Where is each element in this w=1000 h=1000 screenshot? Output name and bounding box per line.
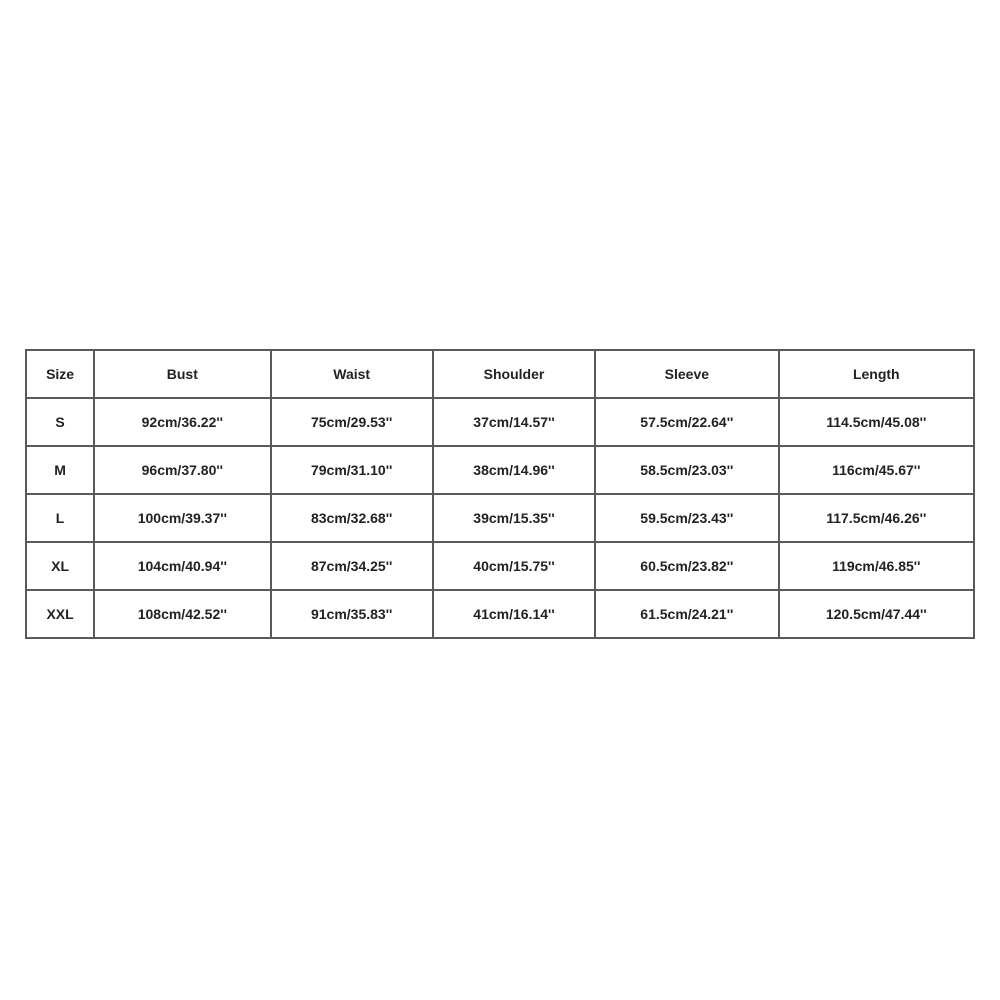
cell-length: 117.5cm/46.26''	[779, 494, 974, 542]
cell-waist: 75cm/29.53''	[271, 398, 433, 446]
header-bust: Bust	[94, 350, 270, 398]
cell-bust: 100cm/39.37''	[94, 494, 270, 542]
cell-size: XXL	[26, 590, 94, 638]
cell-size: L	[26, 494, 94, 542]
cell-waist: 87cm/34.25''	[271, 542, 433, 590]
cell-length: 119cm/46.85''	[779, 542, 974, 590]
header-size: Size	[26, 350, 94, 398]
table-row	[26, 494, 974, 542]
cell-waist: 91cm/35.83''	[271, 590, 433, 638]
table-row	[26, 398, 974, 446]
cell-shoulder: 41cm/16.14''	[433, 590, 595, 638]
cell-sleeve: 58.5cm/23.03''	[595, 446, 778, 494]
cell-sleeve: 60.5cm/23.82''	[595, 542, 778, 590]
cell-size: S	[26, 398, 94, 446]
cell-shoulder: 37cm/14.57''	[433, 398, 595, 446]
cell-sleeve: 61.5cm/24.21''	[595, 590, 778, 638]
cell-length: 116cm/45.67''	[779, 446, 974, 494]
cell-length: 120.5cm/47.44''	[779, 590, 974, 638]
cell-bust: 96cm/37.80''	[94, 446, 270, 494]
cell-length: 114.5cm/45.08''	[779, 398, 974, 446]
cell-shoulder: 39cm/15.35''	[433, 494, 595, 542]
cell-waist: 79cm/31.10''	[271, 446, 433, 494]
header-length: Length	[779, 350, 974, 398]
header-shoulder: Shoulder	[433, 350, 595, 398]
cell-shoulder: 40cm/15.75''	[433, 542, 595, 590]
cell-size: XL	[26, 542, 94, 590]
table-row	[26, 590, 974, 638]
header-sleeve: Sleeve	[595, 350, 778, 398]
cell-bust: 108cm/42.52''	[94, 590, 270, 638]
cell-bust: 104cm/40.94''	[94, 542, 270, 590]
cell-sleeve: 59.5cm/23.43''	[595, 494, 778, 542]
cell-waist: 83cm/32.68''	[271, 494, 433, 542]
cell-bust: 92cm/36.22''	[94, 398, 270, 446]
cell-shoulder: 38cm/14.96''	[433, 446, 595, 494]
table-row	[26, 542, 974, 590]
header-waist: Waist	[271, 350, 433, 398]
table-row	[26, 446, 974, 494]
size-chart-table	[25, 349, 975, 639]
cell-sleeve: 57.5cm/22.64''	[595, 398, 778, 446]
cell-size: M	[26, 446, 94, 494]
table-header-row	[26, 350, 974, 398]
